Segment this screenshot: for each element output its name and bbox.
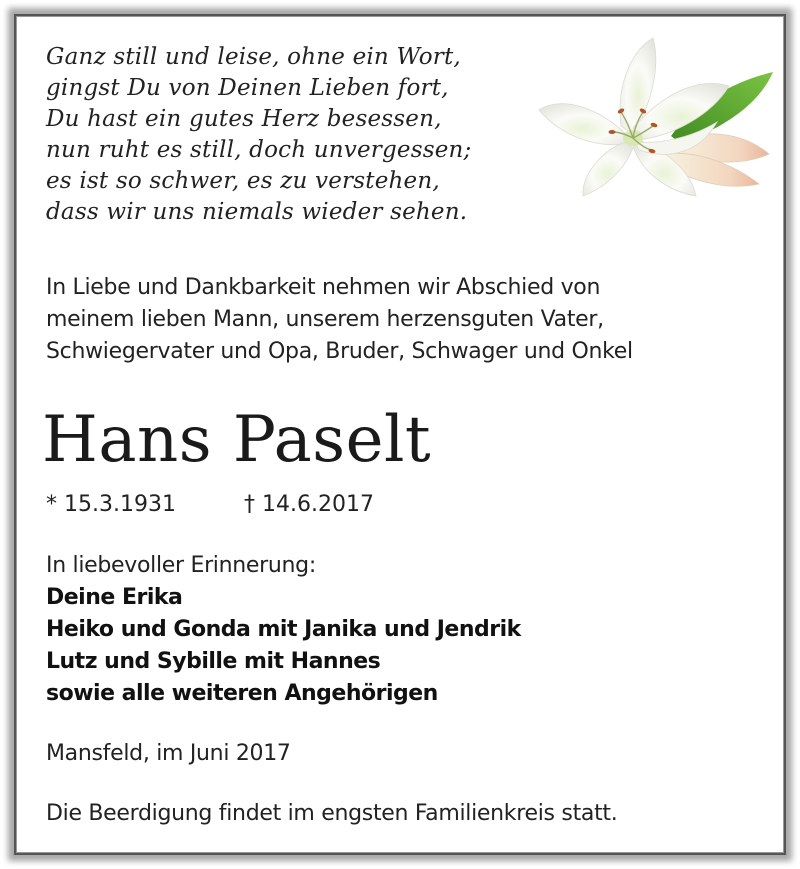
petal-shape [583, 142, 633, 196]
obituary-card [14, 14, 786, 855]
mourners-list [46, 582, 521, 710]
birth-date: * 15.3.1931 [46, 492, 176, 517]
list-item: Deine Erika [46, 585, 183, 610]
lily-flower-icon [521, 26, 781, 201]
list-item: Heiko und Gonda mit Janika und Jendrik [46, 617, 521, 642]
intro-text [46, 272, 633, 368]
poem-line: dass wir uns niemals wieder sehen. [46, 199, 468, 225]
list-item: Lutz und Sybille mit Hannes [46, 649, 381, 674]
poem-line: es ist so schwer, es zu verstehen, [46, 168, 440, 194]
funeral-note: Die Beerdigung findet im engsten Familienkreis statt. [46, 801, 618, 826]
poem-line: nun ruht es still, doch unvergessen; [46, 137, 472, 163]
poem [46, 42, 472, 228]
poem-line: gingst Du von Deinen Lieben fort, [46, 75, 449, 101]
intro-line: Schwiegervater und Opa, Bruder, Schwager und Onkel [46, 339, 633, 364]
life-dates [46, 490, 374, 520]
deceased-name: Hans Paselt [42, 403, 432, 477]
intro-line: In Liebe und Dankbarkeit nehmen wir Abschied von [46, 275, 601, 300]
intro-line: meinem lieben Mann, unserem herzensguten Vater, [46, 307, 604, 332]
death-date: † 14.6.2017 [244, 492, 374, 517]
place-date: Mansfeld, im Juni 2017 [46, 741, 291, 766]
memory-heading: In liebevoller Erinnerung: [46, 553, 316, 578]
petal-shape [539, 104, 626, 145]
poem-line: Ganz still und leise, ohne ein Wort, [46, 44, 461, 70]
poem-line: Du hast ein gutes Herz besessen, [46, 106, 442, 132]
list-item: sowie alle weiteren Angehörigen [46, 681, 438, 706]
